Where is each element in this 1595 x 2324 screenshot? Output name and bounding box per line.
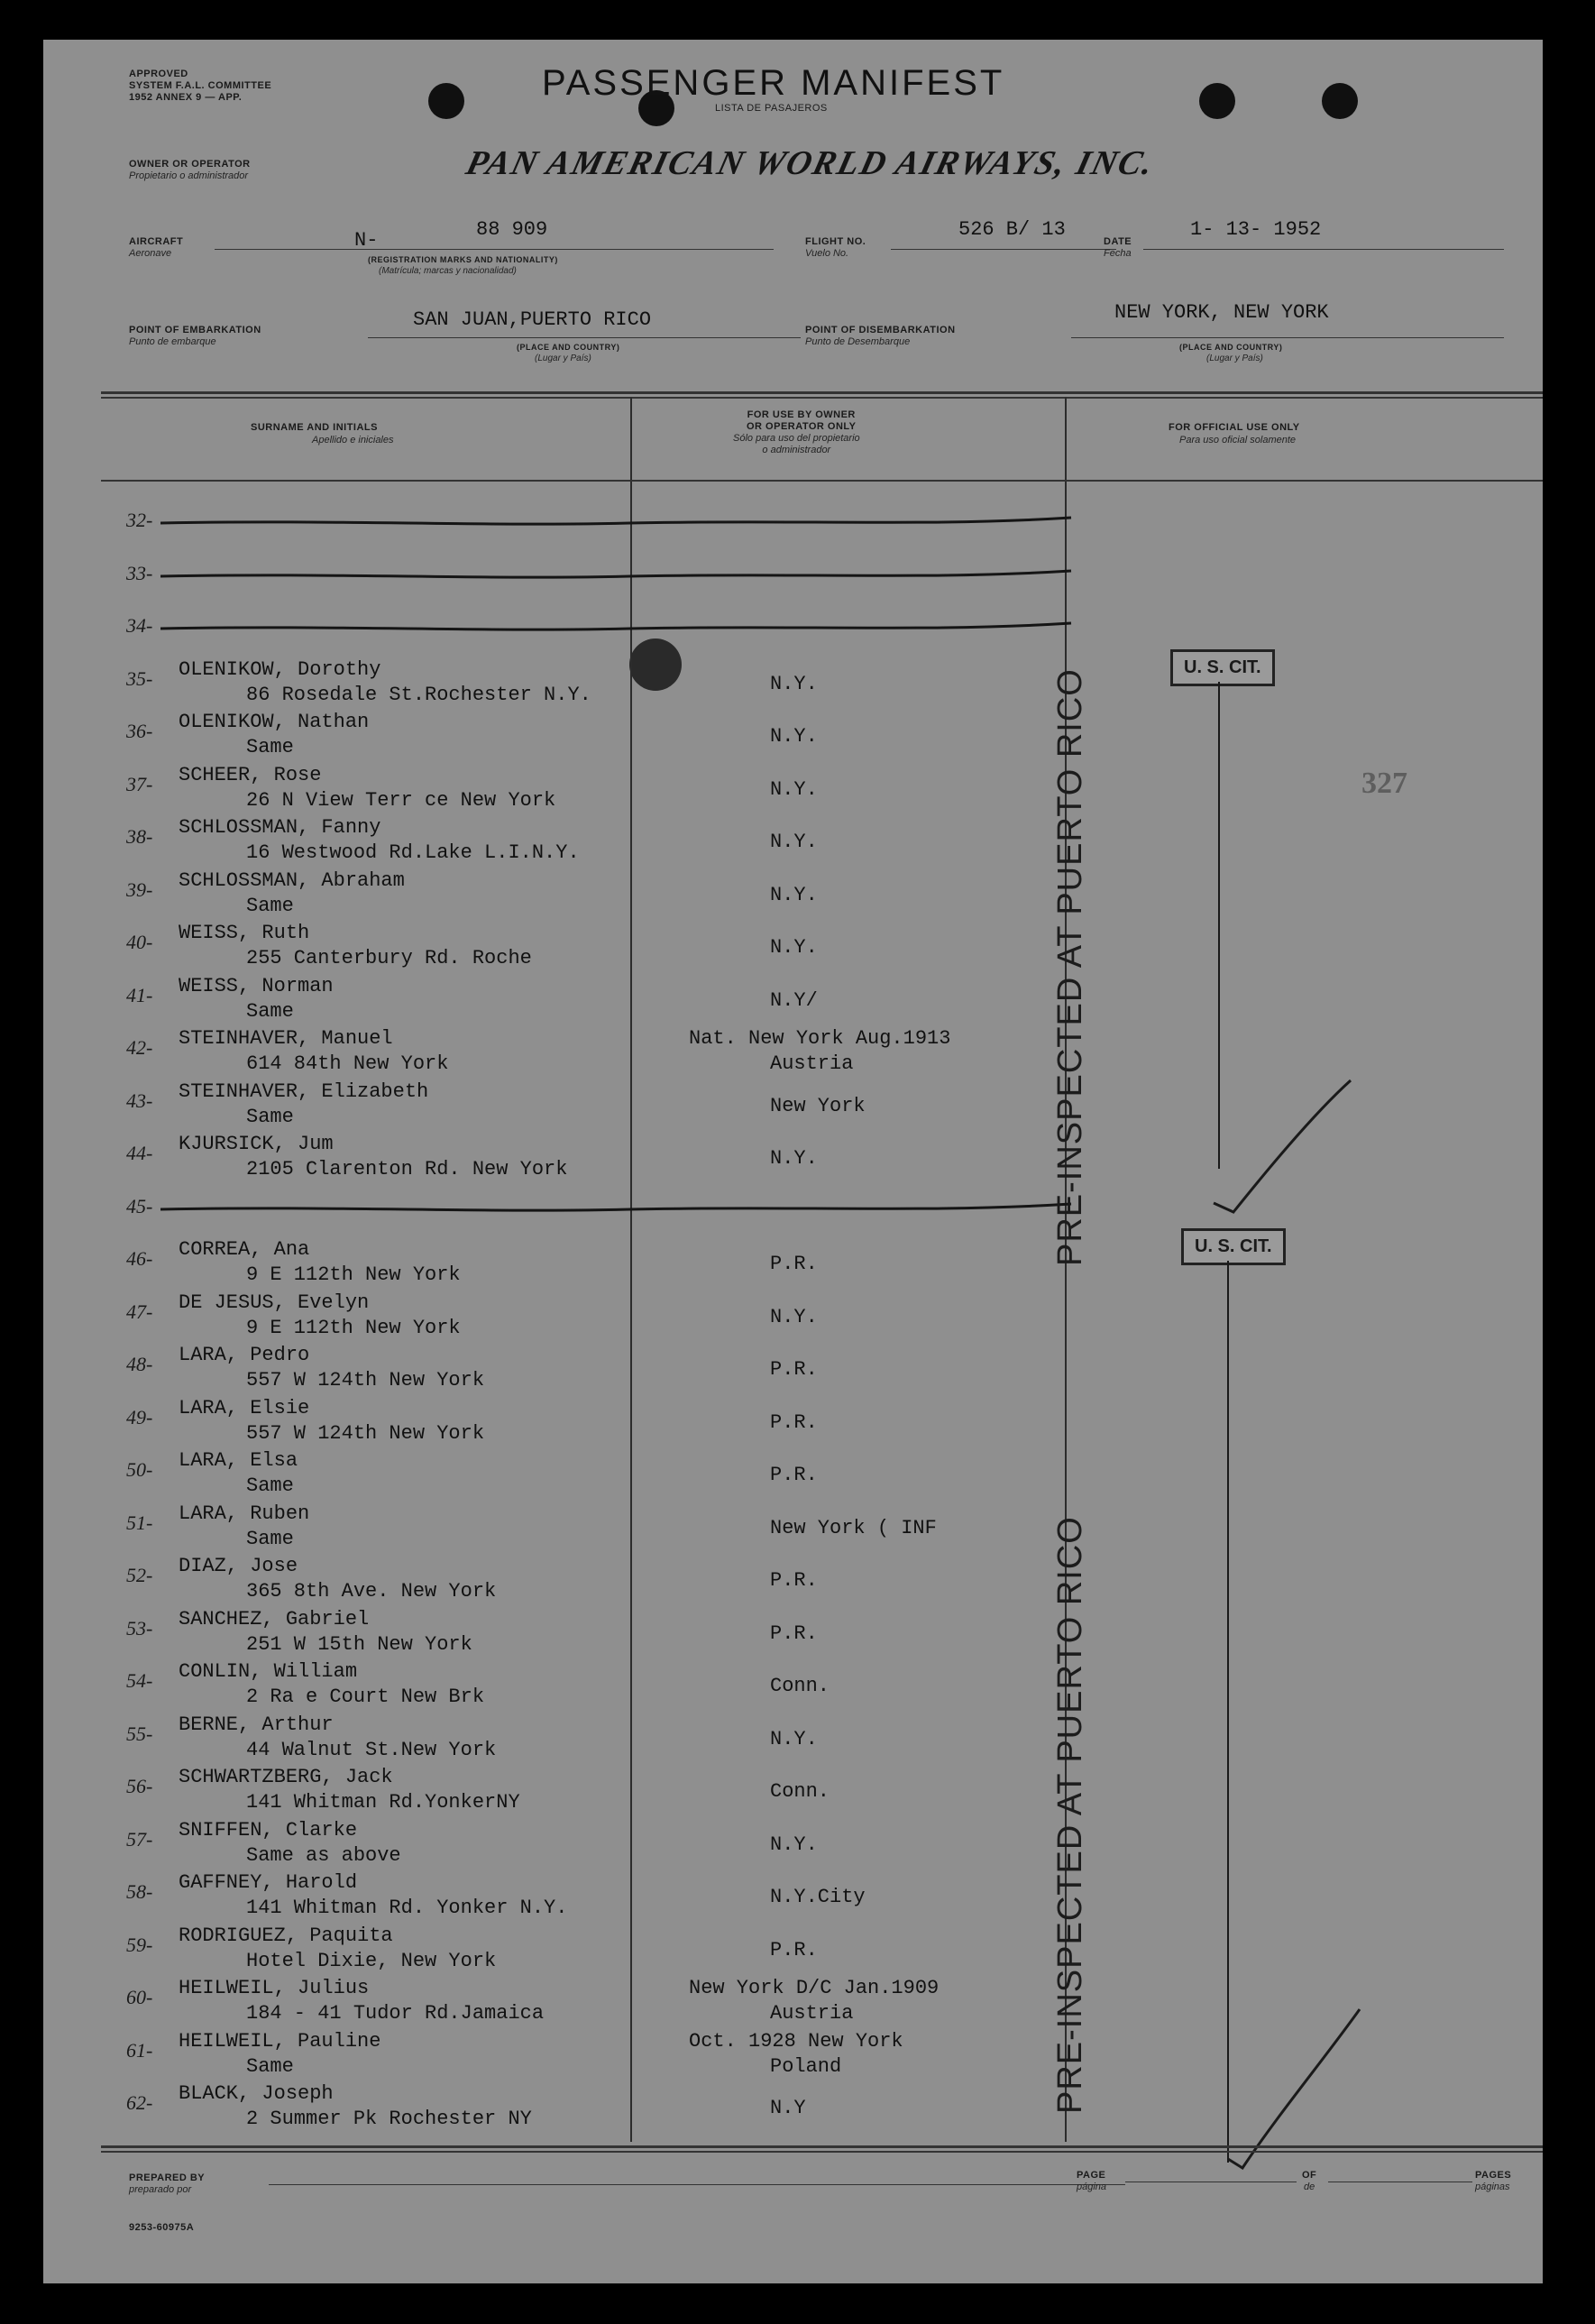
flight-label: FLIGHT NO. — [805, 236, 866, 247]
operator-use: P.R. — [770, 1938, 818, 1961]
col1-header: SURNAME AND INITIALS — [251, 422, 378, 433]
page-label: PAGE — [1077, 2170, 1106, 2181]
table-row — [43, 1027, 1543, 1080]
table-row — [43, 816, 1543, 869]
passenger-address: Same as above — [246, 1843, 401, 1867]
row-number: 55- — [126, 1722, 153, 1745]
passenger-address: Same — [246, 2054, 294, 2078]
page-label-es: página — [1077, 2182, 1107, 2192]
aircraft-label-es: Aeronave — [129, 248, 172, 259]
table-row — [43, 922, 1543, 975]
passenger-address: Same — [246, 1527, 294, 1550]
passenger-address: Same — [246, 894, 294, 917]
page-title: PASSENGER MANIFEST — [542, 63, 1005, 103]
row-number: 53- — [126, 1616, 153, 1640]
table-row — [43, 869, 1543, 923]
passenger-name: SNIFFEN, Clarke — [179, 1818, 358, 1842]
date-value: 1- 13- 1952 — [1190, 218, 1322, 241]
passenger-address: 365 8th Ave. New York — [246, 1580, 497, 1603]
passenger-address: 9 E 112th New York — [246, 1316, 461, 1339]
operator-use: Conn. — [770, 1780, 830, 1803]
passenger-name: HEILWEIL, Pauline — [179, 2029, 381, 2053]
place-caption-2: (PLACE AND COUNTRY) — [1179, 343, 1283, 352]
row-number: 47- — [126, 1300, 153, 1323]
passenger-address: 255 Canterbury Rd. Roche — [246, 947, 532, 969]
strike-line — [160, 510, 1152, 537]
passenger-address: 2105 Clarenton Rd. New York — [246, 1158, 568, 1180]
table-row — [43, 1397, 1543, 1450]
passenger-name: DE JESUS, Evelyn — [179, 1291, 370, 1314]
row-number: 60- — [126, 1986, 153, 2008]
of-label: OF — [1302, 2170, 1317, 2181]
row-number: 50- — [126, 1458, 153, 1481]
passenger-name: HEILWEIL, Julius — [179, 1977, 370, 1999]
row-number: 51- — [126, 1511, 153, 1534]
passenger-name: DIAZ, Jose — [179, 1555, 298, 1577]
passenger-address: Hotel Dixie, New York — [246, 1949, 497, 1972]
passenger-name: KJURSICK, Jum — [179, 1133, 334, 1155]
operator-use: N.Y. — [770, 725, 818, 748]
embark-value: SAN JUAN,PUERTO RICO — [413, 308, 652, 331]
table-top-rule — [101, 391, 1543, 394]
operator-use: N.Y. — [770, 777, 818, 801]
operator-use: P.R. — [770, 1410, 818, 1434]
row-number: 41- — [126, 983, 153, 1006]
passenger-name: WEISS, Norman — [179, 974, 334, 997]
registration-caption-es: (Matrícula; marcas y nacionalidad) — [379, 266, 517, 276]
passenger-name: OLENIKOW, Nathan — [179, 711, 370, 733]
row-number: 44- — [126, 1142, 153, 1164]
passenger-name: BERNE, Arthur — [179, 1713, 334, 1736]
operator-use: N.Y. — [770, 1147, 818, 1170]
passenger-address: 557 W 124th New York — [246, 1369, 485, 1392]
passenger-name: STEINHAVER, Manuel — [179, 1027, 393, 1050]
operator-use: P.R. — [770, 1253, 818, 1275]
table-row — [43, 1713, 1543, 1767]
operator-use: New York ( INF — [770, 1516, 937, 1539]
disembark-label-es: Punto de Desembarque — [805, 336, 911, 347]
operator-use: Nat. New York Aug.1913 — [689, 1027, 951, 1050]
operator-use: N.Y/ — [770, 988, 818, 1012]
table-row — [43, 764, 1543, 817]
passenger-name: SCHLOSSMAN, Fanny — [179, 816, 381, 839]
operator-use: P.R. — [770, 1358, 818, 1381]
table-row — [43, 1766, 1543, 1819]
table-top-rule — [101, 397, 1543, 399]
preinspected-stamp: PRE-INSPECTED AT PUERTO RICO — [1051, 1516, 1089, 2114]
table-row — [43, 1660, 1543, 1713]
row-number: 36- — [126, 720, 153, 742]
row-number: 59- — [126, 1933, 153, 1956]
aircraft-prefix: N- — [354, 229, 379, 252]
operator-use: P.R. — [770, 1464, 818, 1486]
punch-hole — [428, 83, 464, 119]
passenger-name: CONLIN, William — [179, 1660, 358, 1683]
header-rule — [101, 480, 1543, 482]
passenger-address: Same — [246, 999, 294, 1023]
operator-use: N.Y. — [770, 1305, 818, 1328]
table-bottom-rule — [101, 2145, 1543, 2148]
operator-use: N.Y. — [770, 936, 818, 959]
aircraft-label: AIRCRAFT — [129, 236, 184, 247]
strike-line — [160, 616, 1152, 643]
preinspected-stamp: PRE-INSPECTED AT PUERTO RICO — [1051, 668, 1089, 1266]
passenger-address: 26 N View Terr ce New York — [246, 788, 556, 812]
table-row — [43, 1502, 1543, 1556]
passenger-address: 614 84th New York — [246, 1052, 449, 1075]
owner-label: OWNER OR OPERATOR — [129, 159, 251, 170]
passenger-name: LARA, Elsie — [179, 1396, 310, 1419]
table-row — [43, 658, 1543, 712]
date-label-es: Fecha — [1104, 248, 1132, 259]
operator-use-secondary: Austria — [770, 1052, 854, 1075]
form-number: 9253-60975A — [129, 2222, 195, 2233]
embark-label-es: Punto de embarque — [129, 336, 216, 347]
flight-label-es: Vuelo No. — [805, 248, 849, 259]
pages-label-es: páginas — [1475, 2182, 1510, 2192]
passenger-name: WEISS, Ruth — [179, 922, 310, 944]
passenger-name: RODRIGUEZ, Paquita — [179, 1924, 393, 1947]
operator-use: New York — [770, 1094, 866, 1117]
operator-use: N.Y. — [770, 1727, 818, 1750]
passenger-name: STEINHAVER, Elizabeth — [179, 1079, 429, 1103]
operator-use: N.Y — [770, 2097, 806, 2119]
punch-hole — [1199, 83, 1235, 119]
passenger-name: SCHEER, Rose — [179, 763, 322, 786]
operator-use: P.R. — [770, 1569, 818, 1592]
table-row — [43, 1819, 1543, 1872]
passenger-address: 16 Westwood Rd.Lake L.I.N.Y. — [246, 841, 580, 864]
row-number: 40- — [126, 931, 153, 953]
place-caption: (PLACE AND COUNTRY) — [517, 343, 620, 352]
row-number: 32- — [126, 509, 153, 531]
of-label-es: de — [1304, 2182, 1315, 2192]
disembark-label: POINT OF DISEMBARKATION — [805, 325, 956, 335]
operator-use-secondary: Poland — [770, 2054, 842, 2078]
operator-use-secondary: Austria — [770, 2002, 854, 2025]
row-number: 52- — [126, 1564, 153, 1586]
row-number: 43- — [126, 1089, 153, 1112]
operator-use: N.Y. — [770, 883, 818, 906]
place-caption-2-es: (Lugar y País) — [1206, 354, 1263, 363]
passenger-address: 9 E 112th New York — [246, 1263, 461, 1286]
passenger-address: 44 Walnut St.New York — [246, 1738, 497, 1761]
passenger-address: 557 W 124th New York — [246, 1421, 485, 1445]
operator-use: New York D/C Jan.1909 — [689, 1977, 940, 1999]
operator-use: Oct. 1928 New York — [689, 2029, 903, 2053]
row-number: 61- — [126, 2038, 153, 2062]
passenger-name: LARA, Ruben — [179, 1502, 310, 1525]
passenger-name: BLACK, Joseph — [179, 2082, 334, 2105]
prepared-label-es: preparado por — [129, 2184, 192, 2195]
row-number: 49- — [126, 1405, 153, 1428]
table-bottom-rule — [101, 2151, 1543, 2153]
table-row — [43, 500, 1543, 553]
page-subtitle: LISTA DE PASAJEROS — [715, 103, 828, 114]
col3-header-es: Para uso oficial solamente — [1179, 435, 1297, 446]
us-cit-stamp: U. S. CIT. — [1181, 1228, 1286, 1265]
operator-use: N.Y.City — [770, 1886, 866, 1908]
passenger-address: Same — [246, 736, 294, 758]
approved-block: APPROVED SYSTEM F.A.L. COMMITTEE 1952 ANNEX 9 — APP. — [129, 69, 272, 103]
row-number: 57- — [126, 1827, 153, 1851]
strike-line — [160, 564, 1152, 591]
passenger-name: SCHWARTZBERG, Jack — [179, 1766, 393, 1788]
row-number: 54- — [126, 1669, 153, 1692]
row-number: 38- — [126, 825, 153, 848]
owner-value: PAN AMERICAN WORLD AIRWAYS, INC. — [462, 144, 1159, 182]
passenger-address: 141 Whitman Rd. Yonker N.Y. — [246, 1897, 568, 1919]
operator-use: N.Y. — [770, 831, 818, 853]
passenger-name: OLENIKOW, Dorothy — [179, 657, 381, 681]
col3-header: FOR OFFICIAL USE ONLY — [1169, 422, 1300, 433]
passenger-address: Same — [246, 1105, 294, 1128]
row-number: 33- — [126, 561, 153, 584]
table-row — [43, 1924, 1543, 1978]
passenger-address: 141 Whitman Rd.YonkerNY — [246, 1791, 520, 1814]
operator-use: Conn. — [770, 1675, 830, 1697]
place-caption-es: (Lugar y País) — [535, 354, 591, 363]
embark-label: POINT OF EMBARKATION — [129, 325, 261, 335]
table-row — [43, 1871, 1543, 1924]
row-number: 39- — [126, 877, 153, 901]
row-number: 34- — [126, 614, 153, 637]
row-number: 42- — [126, 1036, 153, 1059]
table-row — [43, 1238, 1543, 1291]
row-number: 62- — [126, 2091, 153, 2114]
row-number: 56- — [126, 1775, 153, 1797]
table-row — [43, 975, 1543, 1028]
manifest-sheet — [43, 40, 1543, 2283]
official-number: 327 — [1361, 767, 1407, 800]
check-mark — [1206, 1077, 1360, 1221]
operator-use: P.R. — [770, 1621, 818, 1645]
strike-line — [160, 1197, 1152, 1224]
row-number: 46- — [126, 1247, 153, 1270]
passenger-address: 184 - 41 Tudor Rd.Jamaica — [246, 2002, 545, 2025]
date-label: DATE — [1104, 236, 1132, 247]
operator-use: N.Y. — [770, 672, 818, 695]
table-row — [43, 1555, 1543, 1608]
table-row — [43, 1291, 1543, 1345]
row-number: 48- — [126, 1353, 153, 1375]
row-number: 45- — [126, 1194, 153, 1217]
table-row — [43, 711, 1543, 764]
disembark-value: NEW YORK, NEW YORK — [1114, 301, 1329, 324]
passenger-name: LARA, Pedro — [179, 1344, 310, 1366]
operator-use: N.Y. — [770, 1833, 818, 1856]
col2-header: FOR USE BY OWNER OR OPERATOR ONLY — [747, 409, 857, 432]
punch-hole — [1322, 83, 1358, 119]
table-row — [43, 605, 1543, 658]
passenger-address: 2 Summer Pk Rochester NY — [246, 2108, 532, 2130]
passenger-name: SANCHEZ, Gabriel — [179, 1607, 370, 1630]
passenger-address: 251 W 15th New York — [246, 1632, 472, 1656]
passenger-name: LARA, Elsa — [179, 1449, 298, 1472]
us-cit-stamp: U. S. CIT. — [1170, 649, 1275, 686]
pages-label: PAGES — [1475, 2170, 1512, 2181]
flight-value: 526 B/ 13 — [958, 218, 1066, 241]
passenger-address: Same — [246, 1474, 294, 1497]
col1-header-es: Apellido e iniciales — [312, 435, 394, 446]
owner-label-es: Propietario o administrador — [129, 170, 249, 181]
passenger-name: GAFFNEY, Harold — [179, 1871, 358, 1894]
aircraft-value: 88 909 — [476, 218, 548, 241]
row-number: 37- — [126, 772, 153, 795]
passenger-name: CORREA, Ana — [179, 1238, 310, 1261]
row-number: 35- — [126, 666, 153, 690]
registration-caption: (REGISTRATION MARKS AND NATIONALITY) — [368, 255, 558, 264]
table-row — [43, 1449, 1543, 1502]
passenger-address: 86 Rosedale St.Rochester N.Y. — [246, 683, 591, 706]
table-row — [43, 1608, 1543, 1661]
table-row — [43, 1344, 1543, 1397]
passenger-name: SCHLOSSMAN, Abraham — [179, 868, 405, 892]
col2-header-es: Sólo para uso del propietario o administrador — [733, 433, 860, 455]
passenger-address: 2 Ra e Court New Brk — [246, 1686, 485, 1708]
prepared-label: PREPARED BY — [129, 2172, 206, 2183]
table-row — [43, 553, 1543, 606]
row-number: 58- — [126, 1880, 153, 1903]
